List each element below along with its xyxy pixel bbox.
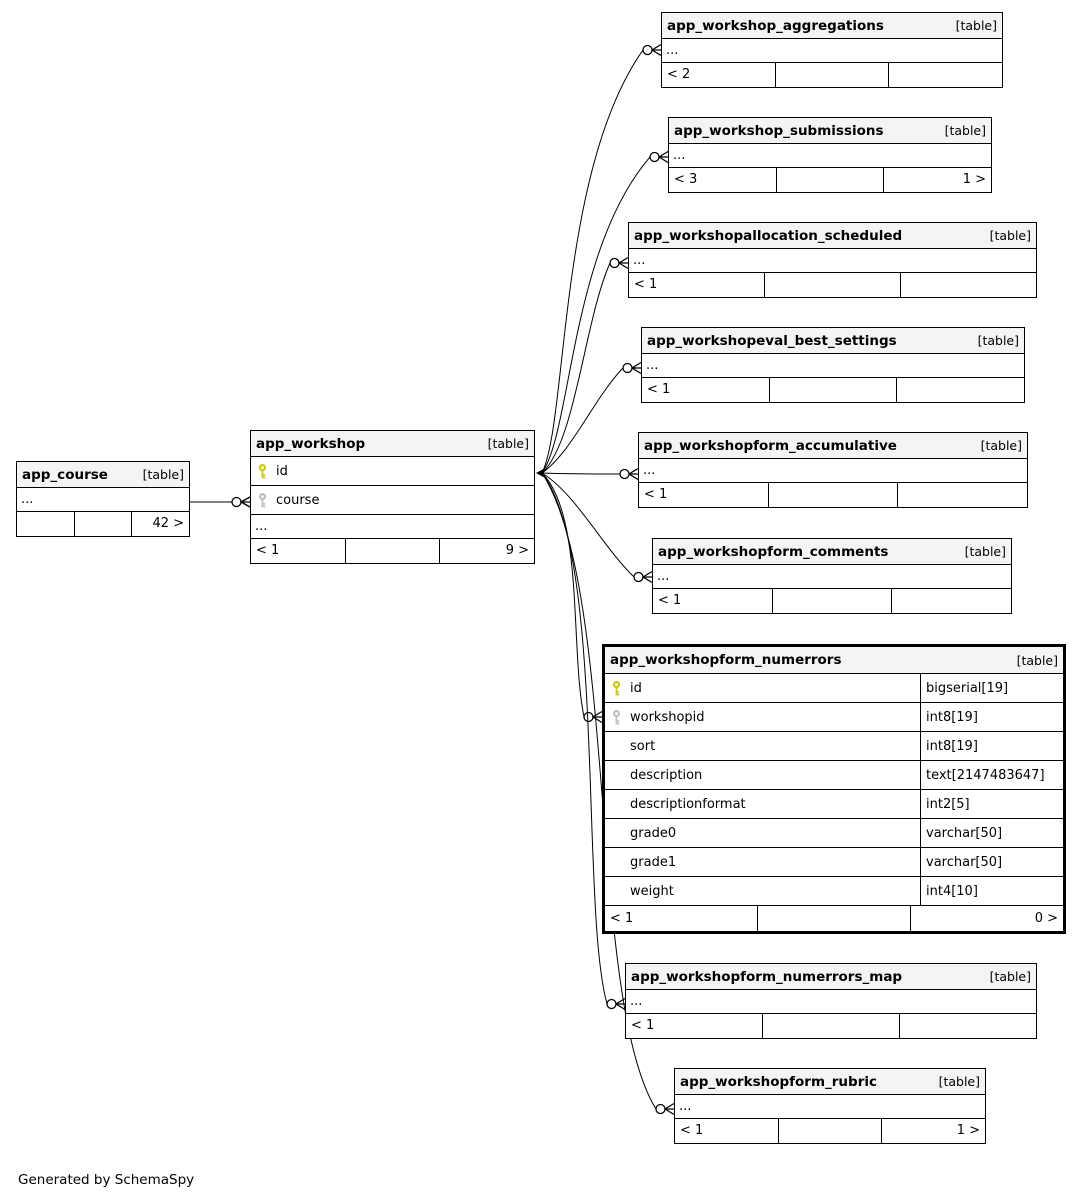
table-name[interactable]: app_workshopform_accumulative bbox=[644, 437, 897, 454]
table-app-workshop-submissions[interactable] bbox=[668, 117, 992, 193]
table-type-tag: [table] bbox=[487, 436, 529, 451]
edge-workshop-comments bbox=[542, 473, 634, 577]
column-name: weight bbox=[630, 883, 674, 899]
footer-cell: < 1 bbox=[605, 906, 758, 931]
column-row bbox=[605, 790, 1063, 819]
table-header[interactable] bbox=[653, 539, 1011, 565]
footer-cell bbox=[898, 483, 1027, 507]
column-type: bigserial[19] bbox=[920, 674, 1063, 702]
footer-cell: < 1 bbox=[251, 539, 346, 563]
footer-cell bbox=[777, 168, 885, 192]
edge-workshop-accumulative bbox=[542, 473, 620, 474]
table-footer bbox=[675, 1119, 985, 1143]
table-header[interactable] bbox=[251, 431, 534, 457]
table-app-workshopform-rubric[interactable] bbox=[674, 1068, 986, 1144]
table-app-course[interactable] bbox=[16, 461, 190, 537]
column-row bbox=[605, 674, 1063, 703]
footer-cell: < 1 bbox=[675, 1119, 779, 1143]
column-name: workshopid bbox=[630, 709, 705, 725]
table-type-tag: [table] bbox=[989, 969, 1031, 984]
table-type-tag: [table] bbox=[989, 228, 1031, 243]
table-name[interactable]: app_workshopeval_best_settings bbox=[647, 332, 897, 349]
footer-cell: < 1 bbox=[626, 1014, 763, 1038]
table-app-workshopform-numerrors[interactable] bbox=[602, 644, 1066, 934]
footer-cell bbox=[346, 539, 441, 563]
table-type-tag: [table] bbox=[938, 1074, 980, 1089]
elided-columns-row: ... bbox=[662, 39, 1002, 63]
column-name: description bbox=[630, 767, 703, 783]
table-name[interactable]: app_workshop_aggregations bbox=[667, 17, 884, 34]
footer-cell: < 1 bbox=[653, 589, 773, 613]
table-header[interactable] bbox=[639, 433, 1027, 459]
table-header[interactable] bbox=[662, 13, 1002, 39]
footer-cell: 9 > bbox=[505, 543, 530, 558]
table-name[interactable]: app_workshopallocation_scheduled bbox=[634, 227, 903, 244]
generator-credit: Generated by SchemaSpy bbox=[18, 1172, 195, 1188]
footer-cell: 42 > bbox=[152, 516, 185, 531]
table-header[interactable] bbox=[675, 1069, 985, 1095]
column-row bbox=[251, 457, 534, 486]
footer-cell: < 1 bbox=[639, 483, 769, 507]
table-footer bbox=[251, 539, 534, 563]
column-row bbox=[605, 819, 1063, 848]
table-name[interactable]: app_workshopform_comments bbox=[658, 543, 889, 560]
table-footer bbox=[626, 1014, 1036, 1038]
footer-cell bbox=[763, 1014, 900, 1038]
elided-columns-row: ... bbox=[653, 565, 1011, 589]
table-type-tag: [table] bbox=[1016, 652, 1058, 668]
footer-cell: < 1 bbox=[642, 378, 770, 402]
footer-cell: 1 > bbox=[956, 1123, 981, 1138]
table-name[interactable]: app_course bbox=[22, 466, 108, 483]
footer-cell bbox=[773, 589, 893, 613]
table-name[interactable]: app_workshopform_numerrors_map bbox=[631, 968, 903, 985]
table-name[interactable]: app_workshop_submissions bbox=[674, 122, 884, 139]
table-type-tag: [table] bbox=[142, 467, 184, 482]
footer-cell: 0 > bbox=[1034, 911, 1058, 926]
table-app-workshopallocation-scheduled[interactable] bbox=[628, 222, 1037, 298]
primary-key-icon bbox=[610, 681, 623, 696]
column-type: int8[19] bbox=[920, 732, 1063, 760]
footer-cell: < 1 bbox=[629, 273, 765, 297]
table-type-tag: [table] bbox=[955, 18, 997, 33]
column-name: id bbox=[276, 463, 288, 479]
foreign-key-icon bbox=[256, 493, 269, 508]
column-row bbox=[605, 848, 1063, 877]
table-footer bbox=[639, 483, 1027, 507]
footer-cell bbox=[900, 1014, 1036, 1038]
table-header[interactable] bbox=[605, 647, 1063, 674]
elided-columns-row: ... bbox=[675, 1095, 985, 1119]
elided-columns-row: ... bbox=[642, 354, 1024, 378]
column-name: grade1 bbox=[630, 854, 677, 870]
table-app-workshop[interactable] bbox=[250, 430, 535, 564]
elided-columns-row: ... bbox=[251, 515, 534, 539]
column-name: grade0 bbox=[630, 825, 677, 841]
column-type: int2[5] bbox=[920, 790, 1063, 818]
table-app-workshopeval-best-settings[interactable] bbox=[641, 327, 1025, 403]
footer-cell bbox=[892, 589, 1011, 613]
table-type-tag: [table] bbox=[980, 438, 1022, 453]
column-type: varchar[50] bbox=[920, 819, 1063, 847]
footer-cell: 1 > bbox=[962, 172, 987, 187]
footer-cell bbox=[758, 906, 911, 931]
column-row bbox=[605, 732, 1063, 761]
table-footer bbox=[662, 63, 1002, 87]
column-row bbox=[605, 761, 1063, 790]
footer-cell bbox=[897, 378, 1024, 402]
table-header[interactable] bbox=[642, 328, 1024, 354]
footer-cell bbox=[765, 273, 901, 297]
foreign-key-icon bbox=[610, 710, 623, 725]
column-type: varchar[50] bbox=[920, 848, 1063, 876]
footer-cell bbox=[889, 63, 1002, 87]
table-app-workshopform-comments[interactable] bbox=[652, 538, 1012, 614]
column-type: int4[10] bbox=[920, 877, 1063, 905]
column-row bbox=[605, 703, 1063, 732]
footer-cell bbox=[75, 512, 133, 536]
table-name[interactable]: app_workshopform_rubric bbox=[680, 1073, 877, 1090]
column-name: course bbox=[276, 492, 320, 508]
column-type: text[2147483647] bbox=[920, 761, 1063, 789]
primary-key-icon bbox=[256, 464, 269, 479]
table-app-workshopform-accumulative[interactable] bbox=[638, 432, 1028, 508]
edge-workshop-submissions bbox=[542, 157, 650, 473]
column-row bbox=[251, 486, 534, 515]
table-footer bbox=[605, 906, 1063, 931]
column-name: descriptionformat bbox=[630, 796, 746, 812]
elided-columns-row: ... bbox=[17, 488, 189, 512]
table-footer bbox=[17, 512, 189, 536]
footer-cell bbox=[770, 378, 898, 402]
column-type: int8[19] bbox=[920, 703, 1063, 731]
column-row bbox=[605, 877, 1063, 906]
edge-workshop-scheduled bbox=[542, 263, 610, 473]
table-type-tag: [table] bbox=[964, 544, 1006, 559]
footer-cell: < 2 bbox=[662, 63, 776, 87]
elided-columns-row: ... bbox=[629, 249, 1036, 273]
elided-columns-row: ... bbox=[639, 459, 1027, 483]
table-header[interactable] bbox=[669, 118, 991, 144]
table-header[interactable] bbox=[626, 964, 1036, 990]
table-header[interactable] bbox=[17, 462, 189, 488]
table-app-workshopform-numerrors-map[interactable] bbox=[625, 963, 1037, 1039]
column-name: id bbox=[630, 680, 642, 696]
table-name[interactable]: app_workshopform_numerrors bbox=[610, 652, 842, 668]
table-footer bbox=[642, 378, 1024, 402]
table-footer bbox=[653, 589, 1011, 613]
table-footer bbox=[629, 273, 1036, 297]
table-footer bbox=[669, 168, 991, 192]
footer-cell bbox=[901, 273, 1036, 297]
table-type-tag: [table] bbox=[977, 333, 1019, 348]
table-type-tag: [table] bbox=[944, 123, 986, 138]
footer-cell bbox=[776, 63, 890, 87]
elided-columns-row: ... bbox=[626, 990, 1036, 1014]
table-header[interactable] bbox=[629, 223, 1036, 249]
footer-cell bbox=[769, 483, 899, 507]
table-name[interactable]: app_workshop bbox=[256, 435, 366, 452]
footer-cell: < 3 bbox=[669, 168, 777, 192]
footer-cell bbox=[779, 1119, 883, 1143]
elided-columns-row: ... bbox=[669, 144, 991, 168]
footer-cell bbox=[17, 512, 75, 536]
table-app-workshop-aggregations[interactable] bbox=[661, 12, 1003, 88]
column-name: sort bbox=[630, 738, 656, 754]
